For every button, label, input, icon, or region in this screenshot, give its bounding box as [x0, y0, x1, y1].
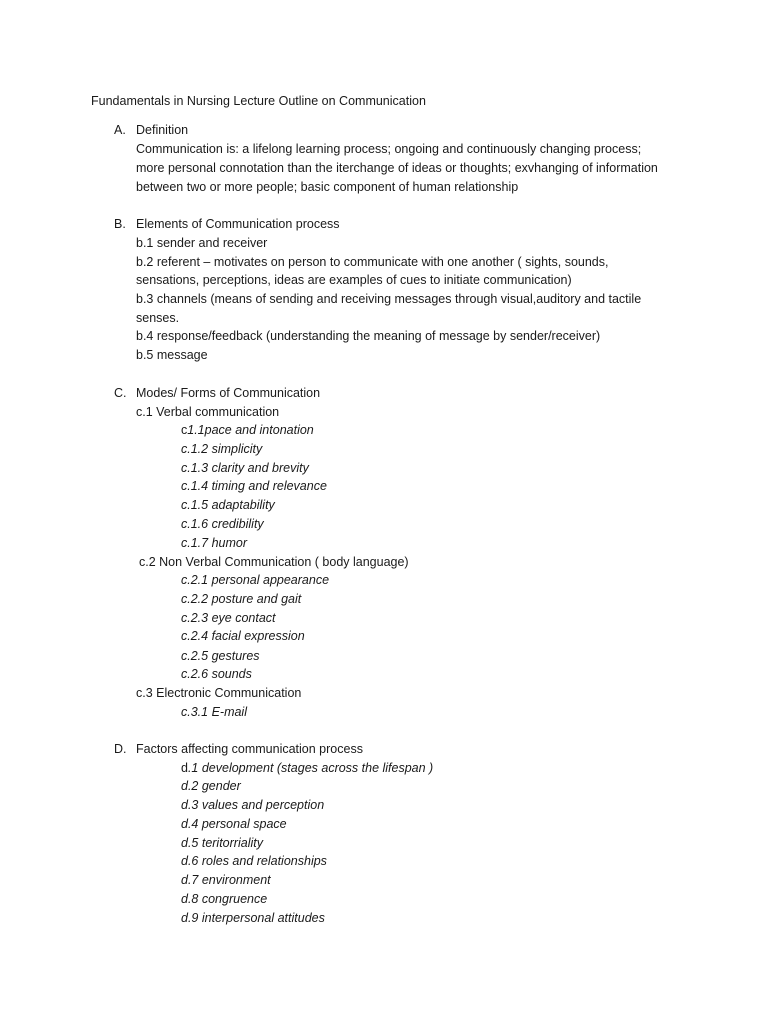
section-c1-item-5: c.1.5 adaptability — [181, 498, 275, 512]
section-a-heading: Definition — [136, 123, 189, 137]
section-d-item-1 — [181, 760, 433, 776]
section-d-item-5: d.5 teritorriality — [181, 836, 263, 850]
document-title: Fundamentals in Nursing Lecture Outline on Communication — [91, 94, 426, 108]
section-c2-label: c.2 Non Verbal Communication ( body language) — [139, 555, 409, 569]
section-d-item-2: d.2 gender — [181, 779, 241, 793]
section-a-line-3: between two or more people; basic component of human relationship — [136, 180, 519, 194]
section-b-line-5: senses. — [136, 311, 180, 325]
section-a-letter: A. — [114, 123, 126, 137]
section-a-line-2: more personal connotation than the iterchange of ideas or thoughts; exvhanging of information — [136, 161, 658, 175]
section-d-item-3: d.3 values and perception — [181, 798, 325, 812]
section-c1-item-6: c.1.6 credibility — [181, 517, 264, 531]
section-d-item-6: d.6 roles and relationships — [181, 854, 327, 868]
section-a-line-1: Communication is: a lifelong learning process; ongoing and continuously changing process; — [136, 142, 642, 156]
section-c1-item-7: c.1.7 humor — [181, 536, 248, 550]
section-c1-item-1 — [181, 422, 314, 438]
section-c2-item-4: c.2.4 facial expression — [181, 629, 305, 643]
section-c1-item-1-text: 1.1pace and intonation — [187, 423, 314, 437]
section-d-heading: Factors affecting communication process — [136, 742, 363, 756]
section-b-line-6: b.4 response/feedback (understanding the meaning of message by sender/receiver) — [136, 329, 601, 343]
section-b-line-2: b.2 referent – motivates on person to communicate with one another ( sights, sounds, — [136, 255, 609, 269]
section-c3-label: c.3 Electronic Communication — [136, 686, 302, 700]
section-d-item-8: d.8 congruence — [181, 892, 268, 906]
section-c1-item-3: c.1.3 clarity and brevity — [181, 461, 309, 475]
section-d-item-9: d.9 interpersonal attitudes — [181, 911, 325, 925]
section-d-item-7: d.7 environment — [181, 873, 271, 887]
section-c3-item-1: c.3.1 E-mail — [181, 705, 247, 719]
section-c-letter: C. — [114, 386, 127, 400]
section-b-letter: B. — [114, 217, 126, 231]
section-b-line-1: b.1 sender and receiver — [136, 236, 268, 250]
section-d-item-1-prefix: d — [181, 761, 188, 775]
section-b-heading: Elements of Communication process — [136, 217, 340, 231]
section-c1-label: c.1 Verbal communication — [136, 405, 280, 419]
section-c2-item-5: c.2.5 gestures — [181, 649, 260, 663]
section-c1-item-1-prefix: c — [181, 423, 188, 437]
section-c2-item-3: c.2.3 eye contact — [181, 611, 276, 625]
section-d-item-4: d.4 personal space — [181, 817, 287, 831]
section-c2-item-2: c.2.2 posture and gait — [181, 592, 302, 606]
section-b-line-7: b.5 message — [136, 348, 208, 362]
section-b-line-4: b.3 channels (means of sending and receiving messages through visual,auditory and tactile — [136, 292, 642, 306]
section-c-heading: Modes/ Forms of Communication — [136, 386, 321, 400]
section-d-letter: D. — [114, 742, 127, 756]
section-b-line-3: sensations, perceptions, ideas are examples of cues to initiate communication) — [136, 273, 572, 287]
section-c2-item-1: c.2.1 personal appearance — [181, 573, 330, 587]
section-d-item-1-text: .1 development (stages across the lifespan ) — [187, 761, 434, 775]
section-c1-item-4: c.1.4 timing and relevance — [181, 479, 327, 493]
section-c2-item-6: c.2.6 sounds — [181, 667, 252, 681]
section-c1-item-2: c.1.2 simplicity — [181, 442, 263, 456]
